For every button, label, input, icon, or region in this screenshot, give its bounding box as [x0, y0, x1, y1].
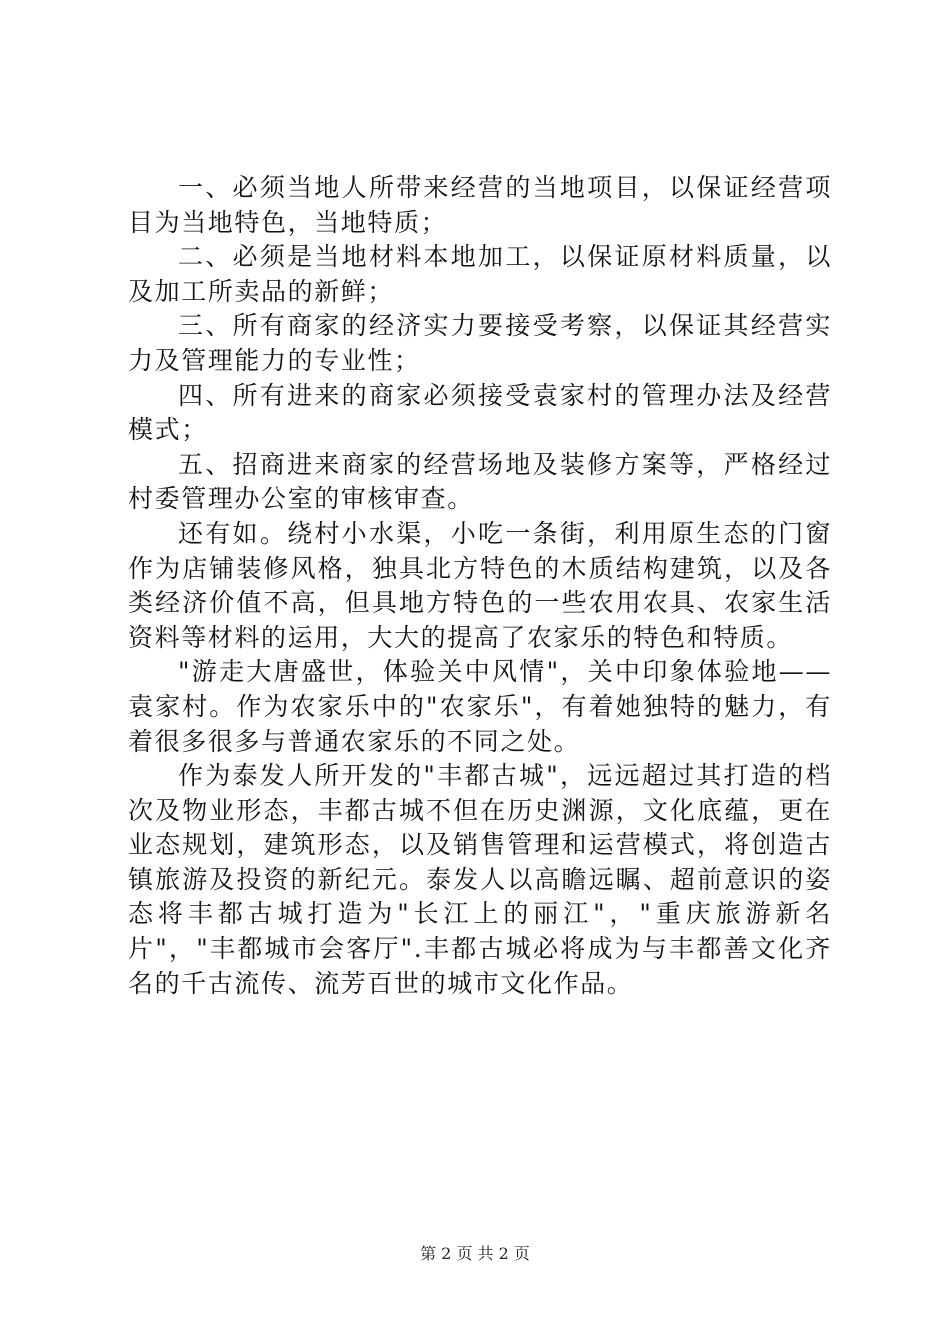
- paragraph-yuanjia-village: "游走大唐盛世，体验关中风情"，关中印象体验地——袁家村。作为农家乐中的"农家乐"，有着她独特的魅力，有着很多很多与普通农家乐的不同之处。: [128, 657, 832, 756]
- paragraph-rule-2: 二、必须是当地材料本地加工，以保证原材料质量，以及加工所卖品的新鲜；: [128, 242, 832, 306]
- page-footer: 第 2 页 共 2 页: [420, 1244, 530, 1263]
- paragraph-fengdu-ancient-city: 作为泰发人所开发的"丰都古城"，远远超过其打造的档次及物业形态，丰都古城不但在历史渊源，文化底蕴，更在业态规划，建筑形态，以及销售管理和运营模式，将创造古镇旅游及投资的新纪元。泰发人以高瞻远瞩、超前意识的姿态将丰都古城打造为"长江上的丽江"，"重庆旅游新名片"，"丰都城市会客厅".丰都古城必将成为与丰都善文化齐名的千古流传、流芳百世的城市文化作品。: [128, 761, 832, 998]
- paragraph-features: 还有如。绕村小水渠，小吃一条街，利用原生态的门窗作为店铺装修风格，独具北方特色的木质结构建筑，以及各类经济价值不高，但具地方特色的一些农用农具、农家生活资料等材料的运用，大大的提高了农家乐的特色和特质。: [128, 518, 832, 652]
- paragraph-rule-5: 五、招商进来商家的经营场地及装修方案等，严格经过村委管理办公室的审核审查。: [128, 449, 832, 514]
- paragraph-rule-3: 三、所有商家的经济实力要接受考察，以保证其经营实力及管理能力的专业性；: [128, 311, 832, 375]
- paragraph-rule-4: 四、所有进来的商家必须接受袁家村的管理办法及经营模式；: [128, 380, 832, 445]
- document-body: [128, 171, 832, 1001]
- paragraph-rule-1: 一、必须当地人所带来经营的当地项目，以保证经营项目为当地特色，当地特质；: [128, 173, 832, 237]
